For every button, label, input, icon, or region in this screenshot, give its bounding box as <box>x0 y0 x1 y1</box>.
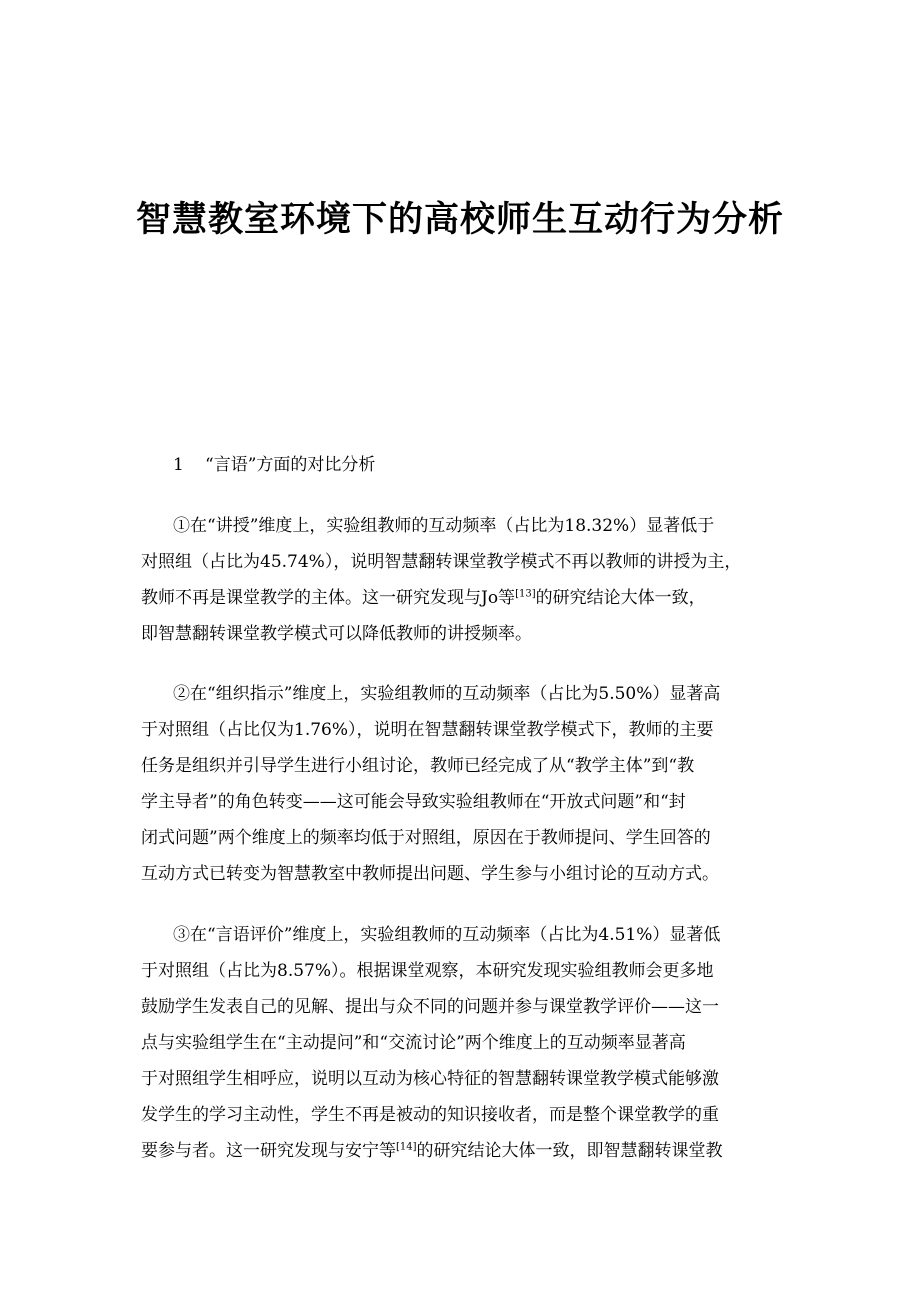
paragraph-line: 学主导者”的角色转变——这可能会导致实验组教师在“开放式问题”和“封 <box>141 792 686 812</box>
paragraph-line <box>141 1133 787 1169</box>
paragraph-evaluation <box>141 917 787 1169</box>
paragraph-line: 点与实验组学生在“主动提问”和“交流讨论”两个维度上的互动频率显著高 <box>141 1033 686 1053</box>
paragraph-line: ①在“讲授”维度上，实验组教师的互动频率（占比为18.32%）显著低于 <box>173 516 715 536</box>
paragraph-line: 任务是组织并引导学生进行小组讨论，教师已经完成了从“教学主体”到“教 <box>141 756 695 776</box>
paragraph-line: 鼓励学生发表自己的见解、提出与众不同的问题并参与课堂教学评价——这一 <box>141 997 719 1017</box>
citation-ref: [14] <box>396 1141 417 1153</box>
line-text: 要参与者。这一研究发现与安宁等 <box>141 1141 396 1161</box>
paragraph-line: 对照组（占比为45.74%），说明智慧翻转课堂教学模式不再以教师的讲授为主， <box>141 552 742 572</box>
paragraph-line: 发学生的学习主动性，学生不再是被动的知识接收者，而是整个课堂教学的重 <box>141 1105 719 1125</box>
section-heading-text: “言语”方面的对比分析 <box>205 455 376 475</box>
paragraph-line: 互动方式已转变为智慧教室中教师提出问题、学生参与小组讨论的互动方式。 <box>141 864 719 884</box>
paragraph-line: 于对照组（占比仅为1.76%），说明在智慧翻转课堂教学模式下，教师的主要 <box>141 720 714 740</box>
section-heading <box>173 452 375 478</box>
paragraph-line <box>141 580 787 616</box>
paragraph-line: 闭式问题”两个维度上的频率均低于对照组，原因在于教师提问、学生回答的 <box>141 828 711 848</box>
paragraph-line: 于对照组学生相呼应，说明以互动为核心特征的智慧翻转课堂教学模式能够激 <box>141 1069 719 1089</box>
paragraph-line: ③在“言语评价”维度上，实验组教师的互动频率（占比为4.51%）显著低 <box>173 925 721 945</box>
section-number: 1 <box>173 455 184 475</box>
document-title: 智慧教室环境下的高校师生互动行为分析 <box>135 199 784 240</box>
line-text: 的研究结论大体一致， <box>535 588 706 608</box>
citation-ref: [13] <box>515 588 536 600</box>
paragraph-lecturing <box>141 508 787 652</box>
line-text: 教师不再是课堂教学的主体。这一研究发现与Jo等 <box>141 588 516 608</box>
paragraph-line: 于对照组（占比为8.57%）。根据课堂观察，本研究发现实验组教师会更多地 <box>141 961 714 981</box>
paragraph-line: 即智慧翻转课堂教学模式可以降低教师的讲授频率。 <box>141 624 532 644</box>
paragraph-line: ②在“组织指示”维度上，实验组教师的互动频率（占比为5.50%）显著高 <box>173 684 721 704</box>
paragraph-organizing <box>141 676 787 892</box>
line-text: 的研究结论大体一致，即智慧翻转课堂教 <box>416 1141 723 1161</box>
